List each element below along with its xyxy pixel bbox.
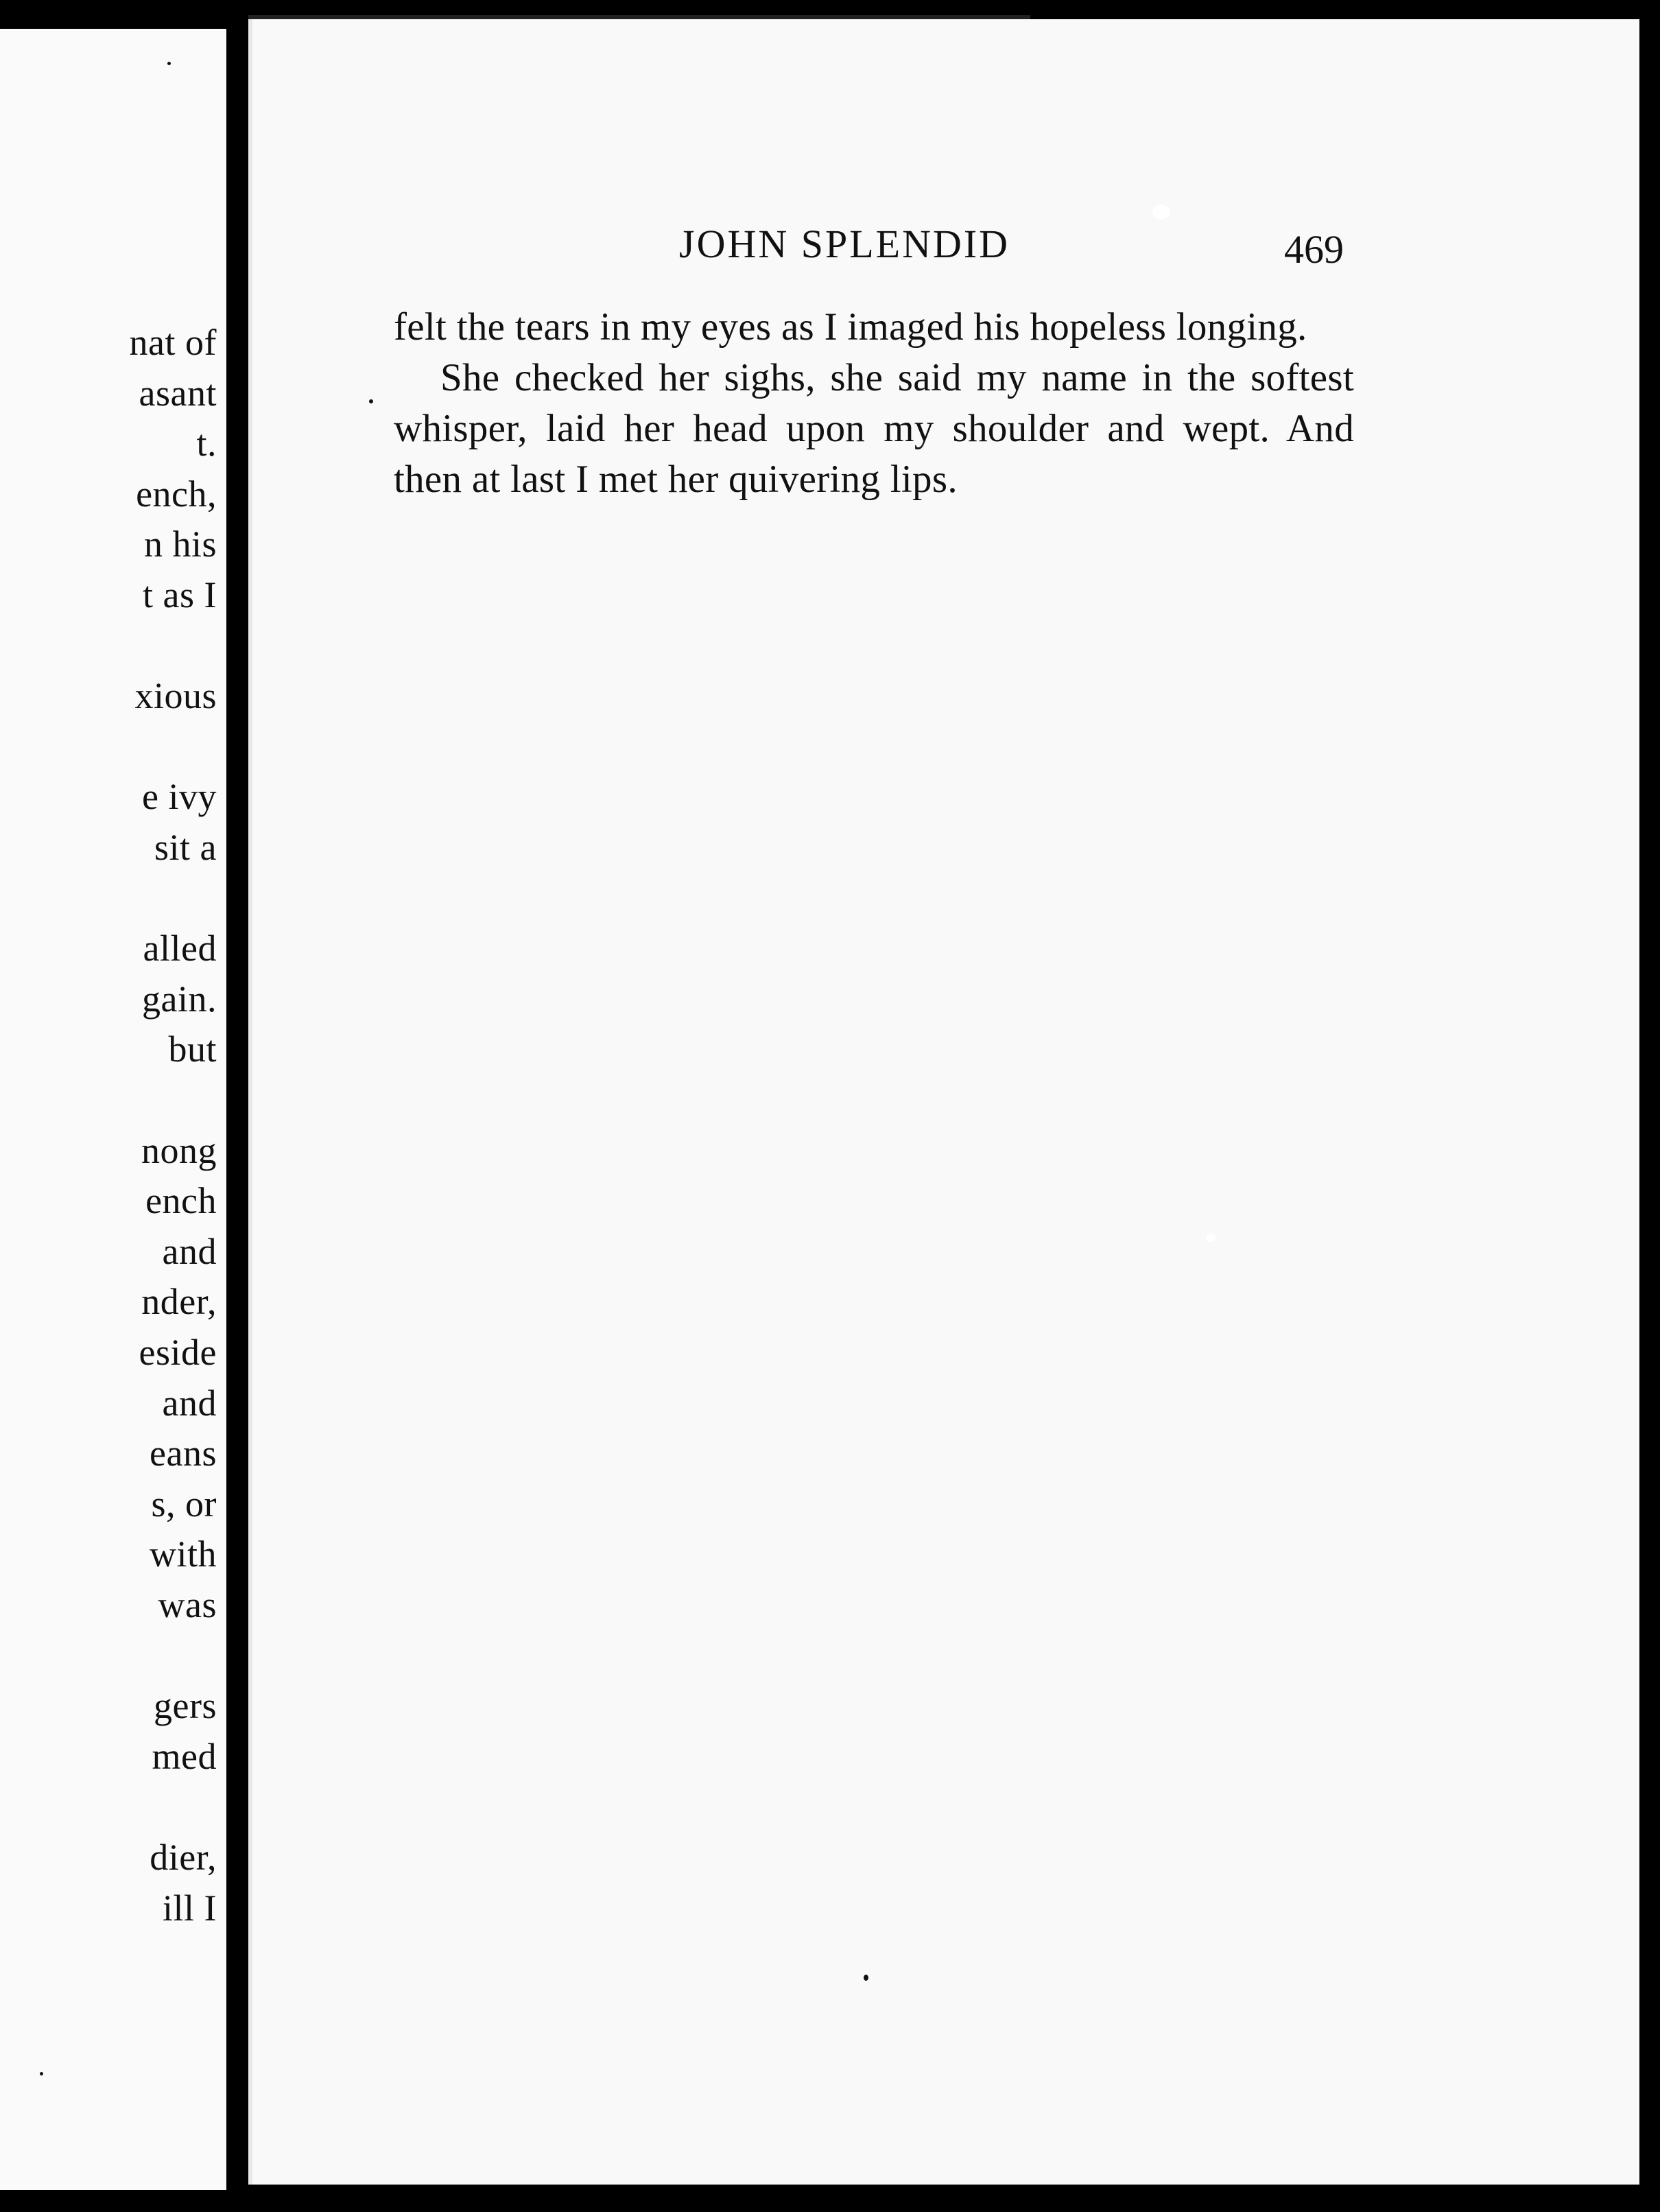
left-page-line: t. [196,423,217,464]
left-page-line: asant [139,372,217,414]
scan-speck [369,399,373,403]
left-page-line: ench [145,1180,217,1222]
left-page-line: dier, [150,1837,217,1878]
left-page-line: s, or [151,1483,217,1525]
left-page-line: eans [150,1433,217,1474]
scan-speck [1152,204,1170,220]
left-page-line: but [168,1028,217,1070]
left-page-line: n his [143,523,217,565]
body-text [394,302,1354,505]
scan-speck [864,1975,868,1981]
left-page-line: ill I [163,1887,217,1929]
left-page-line: gain. [142,978,217,1020]
left-page-line: nder, [141,1281,217,1323]
left-page-line: sit a [154,827,217,868]
left-page-line: xious [134,675,217,717]
page-number: 469 [1284,227,1344,272]
paragraph-1: felt the tears in my eyes as I imaged his hopeless longing. [394,305,1307,349]
left-page-line: nat of [129,322,217,363]
left-page-line: ench, [136,473,217,515]
left-page-line: med [152,1735,217,1777]
left-page-line: and [162,1382,217,1424]
left-page-line: alled [143,928,217,969]
scan-speck [1206,1234,1216,1242]
left-page-line: t as I [143,574,217,615]
scan-speck [40,2072,43,2075]
left-page-line: with [149,1533,217,1575]
paragraph-2: She checked her sighs, she said my name in the softest whisper, laid her head upon my shoulder and wept. And then at last I met her quivering lips. [394,356,1354,501]
left-page-line: and [162,1230,217,1272]
left-facing-page [0,29,226,2190]
scan-speck [167,62,171,65]
left-page-line: e ivy [142,776,217,818]
left-page-line: nong [141,1129,217,1171]
running-head: JOHN SPLENDID [679,222,1010,266]
left-page-line: eside [139,1332,217,1373]
left-page-line: was [158,1584,217,1625]
left-page-line: gers [154,1685,217,1727]
